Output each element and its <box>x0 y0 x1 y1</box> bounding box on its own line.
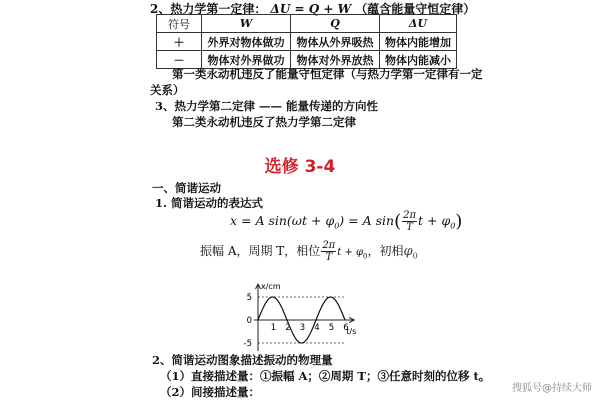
x-tick-label: 3 <box>299 323 306 333</box>
desc-phase-tail: t + φ <box>337 247 364 258</box>
formula-sub-zero: 0 <box>334 221 340 231</box>
x-tick-label: 5 <box>328 323 335 333</box>
section2-item-2: （2）间接描述量： <box>160 385 261 399</box>
table-header: Q <box>291 15 380 33</box>
desc-init-phase-sub: 0 <box>412 251 418 261</box>
first-law-equation: ΔU = Q + W <box>270 2 352 16</box>
second-law-sub: 第二类永动机违反了热力学第二定律 <box>172 115 356 129</box>
section2-item-1: （1）直接描述量：①振幅 A；②周期 T；③任意时刻的位移 t。 <box>160 369 491 383</box>
table-cell: 物体对外界做功 <box>202 51 291 69</box>
table-cell: 物体内能减小 <box>380 51 457 69</box>
y-tick-label: -5 <box>243 339 252 349</box>
desc-part-1: 振幅 A，周期 T，相位 <box>200 244 321 258</box>
table-cell: 外界对物体做功 <box>202 33 291 51</box>
formula-frac-num: 2π <box>403 210 417 221</box>
table-cell: 物体从外界吸热 <box>291 33 380 51</box>
desc-part-2: ，初相 <box>367 244 404 258</box>
table-cell: － <box>157 51 202 69</box>
x-tick-label: 1 <box>270 323 277 333</box>
shm-heading: 一、简谐运动 <box>152 181 221 195</box>
desc-frac-den: T <box>325 252 333 263</box>
table-row <box>157 33 457 51</box>
desc-phase-sub: 0 <box>363 252 368 261</box>
x-axis-label: t/s <box>346 327 357 336</box>
formula-tail-sub-zero: 0 <box>450 221 456 231</box>
y-axis-label: x/cm <box>261 282 281 291</box>
desc-init-phase: φ <box>403 244 413 259</box>
table-cell: ＋ <box>157 33 202 51</box>
watermark: 搜狐号@持续大师 <box>512 383 592 394</box>
shm-description <box>200 240 418 263</box>
table-cell: 物体对外界放热 <box>291 51 380 69</box>
table-header-row <box>157 15 457 33</box>
table-header: 符号 <box>157 15 202 33</box>
formula-fraction <box>402 210 417 233</box>
x-tick-label: 2 <box>285 323 291 333</box>
formula-close-paren: ) <box>455 211 463 232</box>
section-title: 选修 3-4 <box>264 157 336 177</box>
formula-frac-den: T <box>406 222 413 233</box>
desc-fraction <box>321 240 336 263</box>
perpetual-motion-line-2: 关系） <box>150 83 185 97</box>
y-tick-label: 5 <box>246 293 252 303</box>
x-tick-label: 4 <box>314 323 320 333</box>
first-law-note: （蕴含能量守恒定律） <box>355 2 476 16</box>
formula-lhs: x = A sin(ωt + φ <box>230 213 335 228</box>
formula-mid: ) = A sin <box>339 213 395 228</box>
desc-frac-num: 2π <box>322 240 336 251</box>
table-header: ΔU <box>380 15 457 33</box>
y-tick-label: 0 <box>246 316 252 326</box>
second-law-line: 3、热力学第二定律 —— 能量传递的方向性 <box>155 99 379 113</box>
shm-subheading: 1. 简谐运动的表达式 <box>155 196 264 210</box>
formula-open-paren: ( <box>394 211 402 232</box>
perpetual-motion-line-1: 第一类永动机违反了能量守恒定律（与热力学第一定律有一定 <box>172 67 483 81</box>
table-header: W <box>202 15 291 33</box>
shm-chart <box>228 276 357 358</box>
first-law-label: 2、热力学第一定律： <box>150 2 267 16</box>
section2-heading: 2、简谐运动图象描述振动的物理量 <box>152 353 333 367</box>
table-cell: 物体内能增加 <box>380 33 457 51</box>
sign-table <box>156 14 457 69</box>
shm-formula <box>230 210 462 233</box>
formula-tail: t + φ <box>418 213 451 228</box>
x-tick-label: 6 <box>343 323 349 333</box>
